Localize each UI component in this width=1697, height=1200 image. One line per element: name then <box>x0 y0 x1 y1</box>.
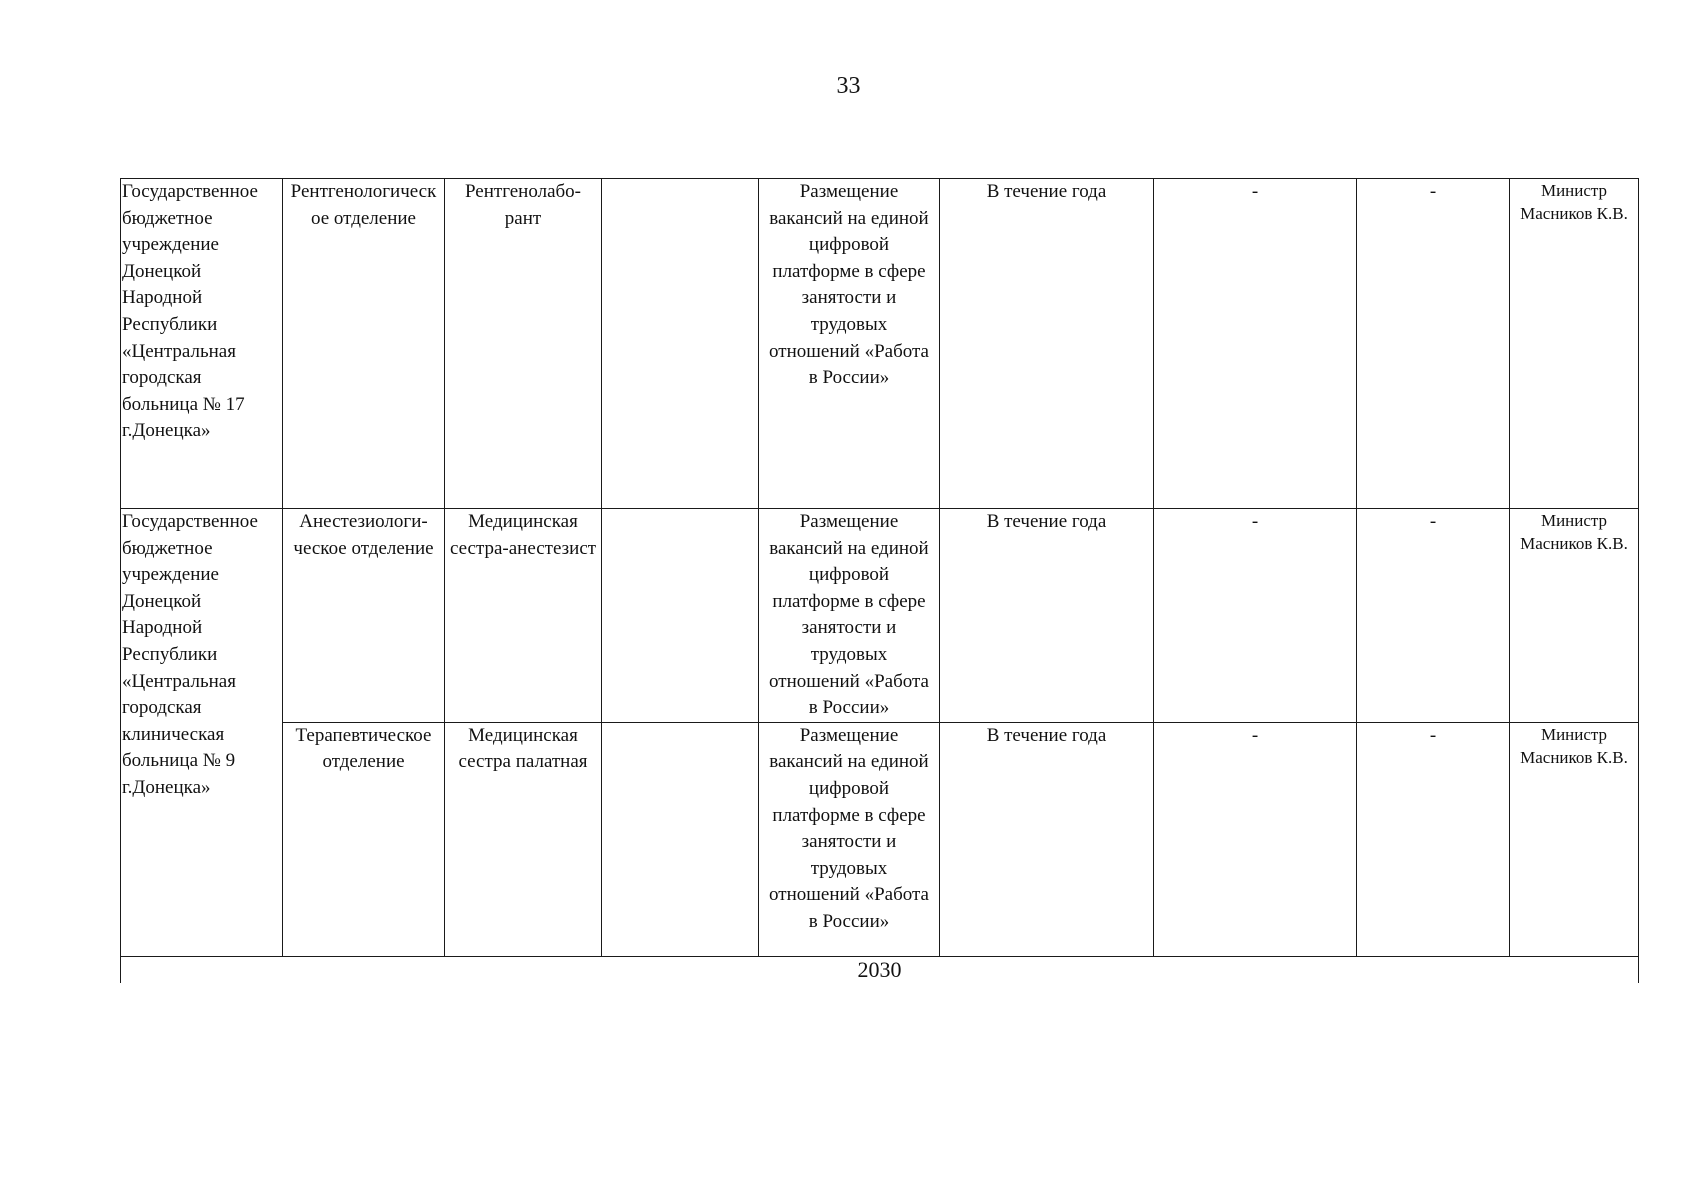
organization-cell: Государственное бюджетное учреждение Донецкой Народной Республики «Центральная городская больница № 17 г.Донецка» <box>121 179 283 509</box>
year-row <box>121 956 1639 983</box>
dash-cell: - <box>1154 722 1357 956</box>
table-row <box>121 722 1639 956</box>
department-cell: Рентгенологическ ое отделение <box>283 179 445 509</box>
dash-cell: - <box>1357 509 1510 723</box>
dash-cell: - <box>1357 179 1510 509</box>
dash-cell: - <box>1154 179 1357 509</box>
table-row <box>121 179 1639 509</box>
position-cell: Рентгенолабо- рант <box>445 179 602 509</box>
dash-cell: - <box>1154 509 1357 723</box>
deadline-cell: В течение года <box>940 509 1154 723</box>
deadline-cell: В течение года <box>940 179 1154 509</box>
organization-cell: Государственное бюджетное учреждение Донецкой Народной Республики «Центральная городская клиническая больница № 9 г.Донецка» <box>121 509 283 957</box>
position-cell: Медицинская сестра-анестезист <box>445 509 602 723</box>
empty-cell <box>602 722 759 956</box>
position-cell: Медицинская сестра палатная <box>445 722 602 956</box>
deadline-cell: В течение года <box>940 722 1154 956</box>
measure-cell: Размещение вакансий на единой цифровой платформе в сфере занятости и трудовых отношений «Работа в России» <box>759 722 940 956</box>
page-number: 33 <box>836 73 861 99</box>
year-label: 2030 <box>121 956 1639 983</box>
responsible-cell: Министр Масников К.В. <box>1510 509 1639 723</box>
department-cell: Терапевтическое отделение <box>283 722 445 956</box>
responsible-cell: Министр Масников К.В. <box>1510 179 1639 509</box>
empty-cell <box>602 509 759 723</box>
measure-cell: Размещение вакансий на единой цифровой платформе в сфере занятости и трудовых отношений «Работа в России» <box>759 179 940 509</box>
table-row <box>121 509 1639 723</box>
measure-cell: Размещение вакансий на единой цифровой платформе в сфере занятости и трудовых отношений «Работа в России» <box>759 509 940 723</box>
department-cell: Анестезиологи- ческое отделение <box>283 509 445 723</box>
empty-cell <box>602 179 759 509</box>
dash-cell: - <box>1357 722 1510 956</box>
measures-table <box>120 178 1639 983</box>
responsible-cell: Министр Масников К.В. <box>1510 722 1639 956</box>
